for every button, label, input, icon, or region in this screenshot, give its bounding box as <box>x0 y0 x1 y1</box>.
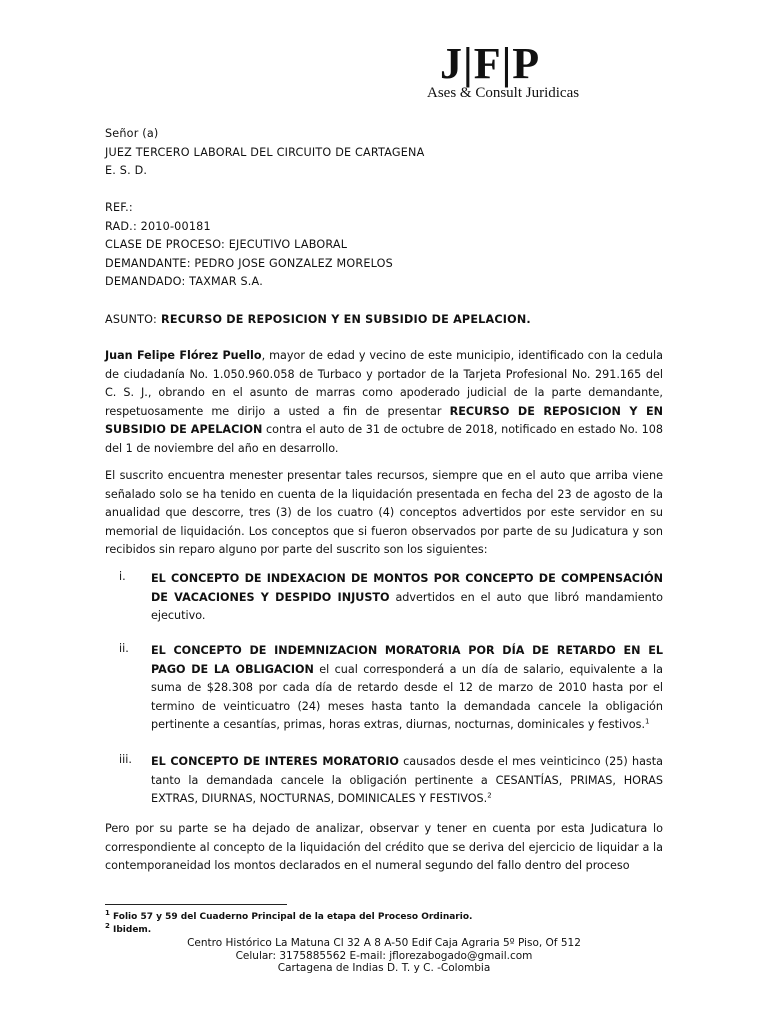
page-footer <box>105 937 663 975</box>
footnotes <box>105 911 472 936</box>
list-item-text: causados desde el mes veinticinco (25) hasta tanto la demandada cancele la obligación pertinente a CESANTÍAS, PRIMAS, HORAS EXTRAS, DIURNAS, NOCTURNAS, DOMINICALES Y FESTIVOS. <box>151 755 663 805</box>
intro-text-1: , mayor de edad y vecino de este municipio, identificado con la cedula de ciudadanía No. 1.050.960.058 de Turbaco y portador de la Tarjeta Profesional No. 291.165 del C. S. J., obrando en el asunto de marras como apoderado judicial de la parte demandante, respetuosamente me dirijo a usted a fin de presentar <box>105 349 663 418</box>
logo-mark: J|F|P <box>440 39 541 88</box>
list-item-bold: EL CONCEPTO DE INDEXACION DE MONTOS POR CONCEPTO DE COMPENSACIÓN DE VACACIONES Y DESPIDO INJUSTO <box>151 572 663 604</box>
list-item <box>105 753 663 809</box>
footer-address: Centro Histórico La Matuna Cl 32 A 8 A-50 Edif Caja Agraria 5º Piso, Of 512 <box>187 937 581 949</box>
subject-text: RECURSO DE REPOSICION Y EN SUBSIDIO DE APELACION. <box>156 313 531 326</box>
list-item <box>105 570 663 626</box>
footnote <box>105 911 472 924</box>
list-item-bold: EL CONCEPTO DE INDEMNIZACION MORATORIA POR DÍA DE RETARDO EN EL PAGO DE LA OBLIGACION <box>151 644 663 676</box>
footnote-ref: 2 <box>487 791 492 800</box>
list-item-text: advertidos en el auto que libró mandamiento ejecutivo. <box>151 590 663 622</box>
body-paragraph-2 <box>105 467 663 560</box>
footnote-ref: 1 <box>645 717 650 726</box>
footnote-text: Folio 57 y 59 del Cuaderno Principal de la etapa del Proceso Ordinario. <box>109 912 473 922</box>
defendant: DEMANDADO: TAXMAR S.A. <box>105 275 263 288</box>
intro-paragraph <box>105 347 663 458</box>
paragraph-2-text: El suscrito encuentra menester presentar tales recursos, siempre que en el auto que arriba viene señalado solo se ha tenido en cuenta de la liquidación presentada en fecha del 23 de agosto de la anualidad que descorre, tres (3) de los cuatro (4) conceptos advertidos por este servidor en su memorial de liquidación. Los conceptos que si fueron observados por parte de su Judicatura y son recibidos sin reparo alguno por parte del suscrito son los siguientes: <box>105 469 663 556</box>
footnote <box>105 921 472 937</box>
footer-contact: Celular: 3175885562 E-mail: jflorezabogado@gmail.com <box>235 949 533 962</box>
list-item-text: el cual corresponderá a un día de salario, equivalente a la suma de $28.308 por cada día de retardo desde el 12 de marzo de 2010 hasta por el termino de veinticuatro (24) meses hasta tanto la demandada cancele la obligación pertinente a cesantías, primas, horas extras, diurnas, nocturnas, dominicales y festivos. <box>151 662 663 731</box>
intro-bold: RECURSO DE REPOSICION Y EN SUBSIDIO DE APELACION <box>105 404 663 436</box>
footnote-mark: 2 <box>105 921 110 930</box>
footnote-mark: 1 <box>105 909 110 917</box>
list-item-number: ii. <box>119 642 129 655</box>
addressee-block <box>105 125 663 181</box>
salutation: Señor (a) <box>105 127 159 140</box>
judge-name: JUEZ TERCERO LABORAL DEL CIRCUITO DE CARTAGENA <box>105 145 425 159</box>
lawyer-name: Juan Felipe Flórez Puello <box>105 349 262 362</box>
list-item-number: i. <box>119 570 126 583</box>
paragraph-3-text: Pero por su parte se ha dejado de analizar, observar y tener en cuenta por esta Judicatura lo correspondiente al concepto de la liquidación del crédito que se deriva del ejercicio de liquidar a la contemporaneidad los montos declarados en el numeral segundo del fallo dentro del proceso <box>105 822 663 872</box>
body-paragraph-3 <box>105 820 663 876</box>
footnote-divider <box>105 904 287 905</box>
esd-line: E. S. D. <box>105 164 148 177</box>
footnote-text: Ibidem. <box>109 924 152 935</box>
rad-line: RAD.: 2010-00181 <box>105 219 211 233</box>
list-item-number: iii. <box>119 753 132 766</box>
subject-label: ASUNTO: <box>105 313 157 326</box>
firm-logo <box>427 39 620 102</box>
reference-block <box>105 199 663 292</box>
logo-tagline: Ases & Consult Juridicas <box>427 85 580 101</box>
process-type: CLASE DE PROCESO: EJECUTIVO LABORAL <box>105 238 348 251</box>
list-item <box>105 642 663 735</box>
list-item-bold: EL CONCEPTO DE INTERES MORATORIO <box>151 755 399 768</box>
intro-text-2: contra el auto de 31 de octubre de 2018, notificado en estado No. 108 del 1 de noviembre del año en desarrollo. <box>105 423 663 455</box>
subject-line <box>105 311 663 330</box>
footer-city: Cartagena de Indias D. T. y C. -Colombia <box>277 962 491 974</box>
ref-label: REF.: <box>105 201 133 214</box>
plaintiff: DEMANDANTE: PEDRO JOSE GONZALEZ MORELOS <box>105 256 393 270</box>
